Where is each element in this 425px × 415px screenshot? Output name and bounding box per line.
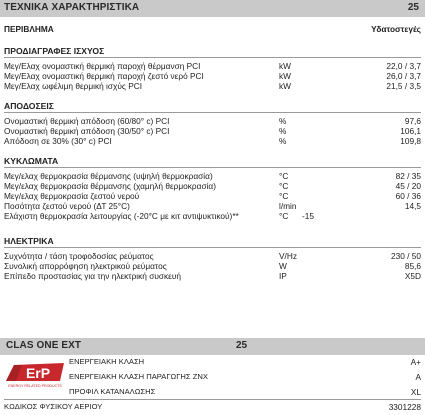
spec-row-unit: kW xyxy=(279,81,291,91)
erp-row-value: XL xyxy=(410,387,421,397)
section-divider xyxy=(4,57,421,58)
spec-row-label: Μεγ/Ελαχ ονομαστική θερμική παροχή ζεστό νερό PCI xyxy=(4,71,204,81)
spec-row-label: Συχνότητα / τάση τροφοδοσίας ρεύματος xyxy=(4,251,154,261)
erp-logo-icon xyxy=(4,360,66,388)
spec-row-label: Ονομαστική θερμική απόδοση (30/50° c) PCI xyxy=(4,126,170,136)
spec-header-bar xyxy=(0,0,425,17)
spec-row-unit: °C xyxy=(279,181,289,191)
spec-row-value: 26,0 / 3,7 xyxy=(386,71,421,81)
spec-row-value: 230 / 50 xyxy=(391,251,421,261)
spec-row-label: Ελάχιστη θερμοκρασία λειτουργίας (-20°C με κιτ αντιψυκτικού)** xyxy=(4,211,239,221)
section-divider xyxy=(4,167,421,168)
gas-code-value: 3301228 xyxy=(388,402,421,412)
spec-row-unit: % xyxy=(279,136,287,146)
spec-row-label: Ποσότητα ζεστού νερού (ΔΤ 25°C) xyxy=(4,201,130,211)
spec-row-label: Μεγ/Ελαχ ωφέλιμη θερμική ισχύς PCI xyxy=(4,81,143,91)
spec-row-value: 106,1 xyxy=(400,126,421,136)
spec-row-label: Μεγ/ελαχ θερμοκρασία θέρμανσης (υψηλή θερμοκρασία) xyxy=(4,171,213,181)
erp-row-label: ΕΝΕΡΓΕΙΑΚΗ ΚΛΑΣΗ ΠΑΡΑΓΩΓΗΣ ΖΝΧ xyxy=(69,372,208,381)
spec-row-unit: °C xyxy=(279,191,289,201)
spec-row-label: Ονομαστική θερμική απόδοση (60/80° c) PCI xyxy=(4,116,170,126)
svg-text:ENERGY RELATED PRODUCTS: ENERGY RELATED PRODUCTS xyxy=(8,384,62,388)
spec-row-label: Μεγ/ελαχ θερμοκρασία ζεστού νερού xyxy=(4,191,140,201)
section-title-efficiency: ΑΠΟΔΟΣΕΙΣ xyxy=(4,101,54,111)
spec-row-value: -15 xyxy=(302,211,314,221)
erp-row-value: A xyxy=(415,372,421,382)
spec-row-unit: IP xyxy=(279,271,287,281)
spec-title: ΤΕΧΝΙΚΑ ΧΑΡΑΚΤΗΡΙΣΤΙΚΑ xyxy=(4,2,140,13)
section-divider xyxy=(4,399,421,400)
spec-row-unit: l/min xyxy=(279,201,297,211)
spec-model-number: 25 xyxy=(407,2,419,13)
spec-row-value: 21,5 / 3,5 xyxy=(386,81,421,91)
model-header-bar xyxy=(0,338,425,355)
spec-row-value: 14,5 xyxy=(404,201,421,211)
spec-row-unit: V/Hz xyxy=(279,251,297,261)
section-divider xyxy=(4,112,421,113)
spec-row-value: 97,6 xyxy=(404,116,421,126)
spec-row-label: Απόδοση σε 30% (30° c) PCI xyxy=(4,136,112,146)
model-name: CLAS ONE EXT xyxy=(6,340,82,351)
spec-row-value: 85,6 xyxy=(404,261,421,271)
spec-row-unit: W xyxy=(279,261,287,271)
environment-label: ΠΕΡΙΒΛΗΜΑ xyxy=(4,24,54,34)
spec-row-unit: °C xyxy=(279,171,289,181)
gas-code-label: ΚΩΔΙΚΟΣ ΦΥΣΙΚΟΥ ΑΕΡΙΟΥ xyxy=(4,402,103,411)
section-title-electrical: ΗΛΕΚΤΡΙΚΑ xyxy=(4,236,54,246)
spec-row-label: Μεγ/ελαχ θερμοκρασία θέρμανσης (χαμηλή θερμοκρασία) xyxy=(4,181,216,191)
spec-row-value: 60 / 36 xyxy=(395,191,421,201)
spec-row-value: 109,8 xyxy=(400,136,421,146)
svg-text:ErP: ErP xyxy=(25,365,51,381)
section-title-power: ΠΡΟΔΙΑΓΡΑΦΕΣ ΙΣΧΥΟΣ xyxy=(4,46,105,56)
spec-row-label: Επίπεδο προστασίας για την ηλεκτρική συσκευή xyxy=(4,271,181,281)
spec-row-unit: % xyxy=(279,126,287,136)
spec-row-value: 82 / 35 xyxy=(395,171,421,181)
spec-row-label: Συνολική απορρόφηση ηλεκτρικού ρεύματος xyxy=(4,261,167,271)
section-title-circuits: ΚΥΚΛΩΜΑΤΑ xyxy=(4,156,59,166)
erp-row-value: A+ xyxy=(410,357,421,367)
spec-row-unit: kW xyxy=(279,71,291,81)
erp-row-label: ΕΝΕΡΓΕΙΑΚΗ ΚΛΑΣΗ xyxy=(69,357,145,366)
spec-row-unit: % xyxy=(279,116,287,126)
spec-row-unit: °C xyxy=(279,211,289,221)
environment-value: Υδατοστεγές xyxy=(371,24,421,34)
erp-row-label: ΠΡΟΦΙΛ ΚΑΤΑΝΑΛΩΣΗΣ xyxy=(69,387,156,396)
spec-row-value: X5D xyxy=(404,271,421,281)
spec-row-unit: kW xyxy=(279,61,291,71)
spec-row-value: 22,0 / 3,7 xyxy=(386,61,421,71)
model-number: 25 xyxy=(236,340,248,351)
section-divider xyxy=(4,247,421,248)
spec-row-label: Μεγ/Ελαχ ονομαστική θερμική παροχή θέρμανση PCI xyxy=(4,61,201,71)
spec-row-value: 45 / 20 xyxy=(395,181,421,191)
